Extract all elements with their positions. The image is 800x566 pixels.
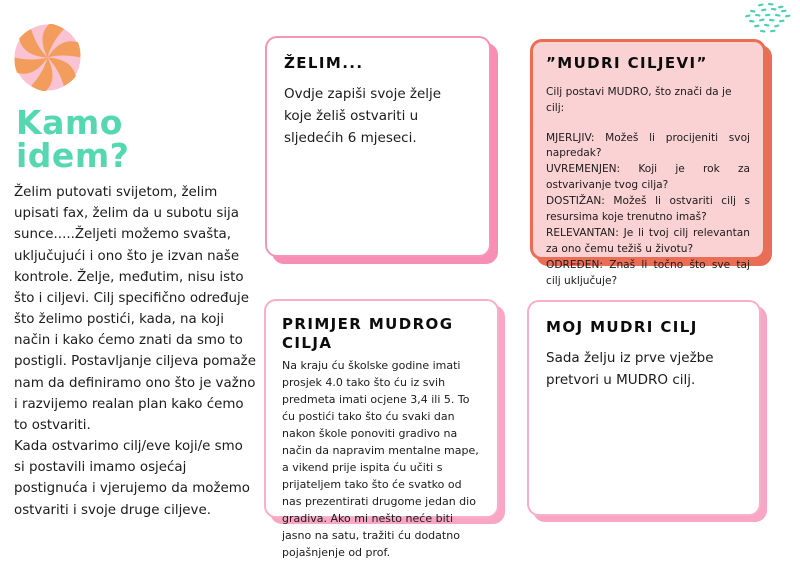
card-primjer-title: PRIMJER MUDROG CILJA	[282, 315, 454, 352]
page-title	[16, 103, 256, 175]
page-title-line1: Kamo	[16, 103, 123, 142]
page-title-line2: idem?	[16, 136, 130, 175]
card-moj-body: Sada želju iz prve vježbe pretvori u MUDRO cilj.	[546, 349, 714, 389]
smart-criterion-mjerljiv: MJERLJIV: Možeš li procijeniti svoj napredak?	[546, 131, 750, 160]
card-primjer-body: Na kraju ću školske godine imati prosjek 4.0 tako što ću iz svih predmeta imati ocjene 3,4 ili 5. To ću postići tako što ću svaki dan nakon škole ponoviti gradivo na način da napravim mentalne mape, a vikend prije ispita ću učiti s prijateljem tako što će svatko od nas prezentirati drugome jedan dio gradiva. Ako mi nešto neće biti jasno na satu, tražiti ću dodatno pojašnjenje od prof.	[282, 358, 479, 560]
smart-criterion-odredjen: ODREĐEN: Znaš li točno što sve taj cilj uključuje?	[546, 258, 750, 287]
card-mudri-ciljevi	[530, 39, 766, 287]
card-mudri-intro: Cilj postavi MUDRO, što znači da je cilj:	[546, 85, 732, 114]
card-zelim-body: Ovdje zapiši svoje želje koje želiš ostvariti u sljedećih 6 mjeseci.	[284, 85, 442, 147]
smart-criterion-uvremenjen: UVREMENJEN: Koji je rok za ostvarivanje tvog cilja?	[546, 163, 750, 192]
card-moj-mudri-cilj	[527, 300, 761, 516]
card-primjer-mudrog-cilja	[264, 299, 499, 560]
card-mudri-title: ”MUDRI CILJEVI”	[546, 54, 708, 72]
intro-paragraph-2: Kada ostvarimo cilj/eve koji/e smo si postavili imamo osjećaj postignuća i vjerujemo da možemo ostvariti i svoje druge ciljeve.	[14, 439, 250, 518]
card-moj-title: MOJ MUDRI CILJ	[546, 318, 698, 336]
card-zelim	[265, 36, 491, 257]
smart-criterion-relevantan: RELEVANTAN: Je li tvoj cilj relevantan za ono čemu težiš u životu?	[546, 226, 750, 255]
card-zelim-title: ŽELIM...	[284, 54, 364, 72]
confetti-dashes-icon	[740, 2, 796, 38]
candy-swirl-icon	[14, 24, 81, 91]
smart-criterion-dostizan: DOSTIŽAN: Možeš li ostvariti cilj s resursima koje trenutno imaš?	[546, 195, 750, 223]
intro-paragraph-1: Želim putovati svijetom, želim upisati fax, želim da u subotu sija sunce.....Željeti možemo svašta, uključujući i ono što je izvan naše kontrole. Želje, međutim, nisu isto što i ciljevi. Cilj specifično određuje što želimo postići, kada, na koji način i kako ćemo znati da smo to postigli. Postavljanje ciljeva pomaže nam da definiramo ono što je važno i razvijemo realan plan kako ćemo to ostvariti.	[14, 185, 256, 433]
intro-text	[14, 182, 257, 521]
